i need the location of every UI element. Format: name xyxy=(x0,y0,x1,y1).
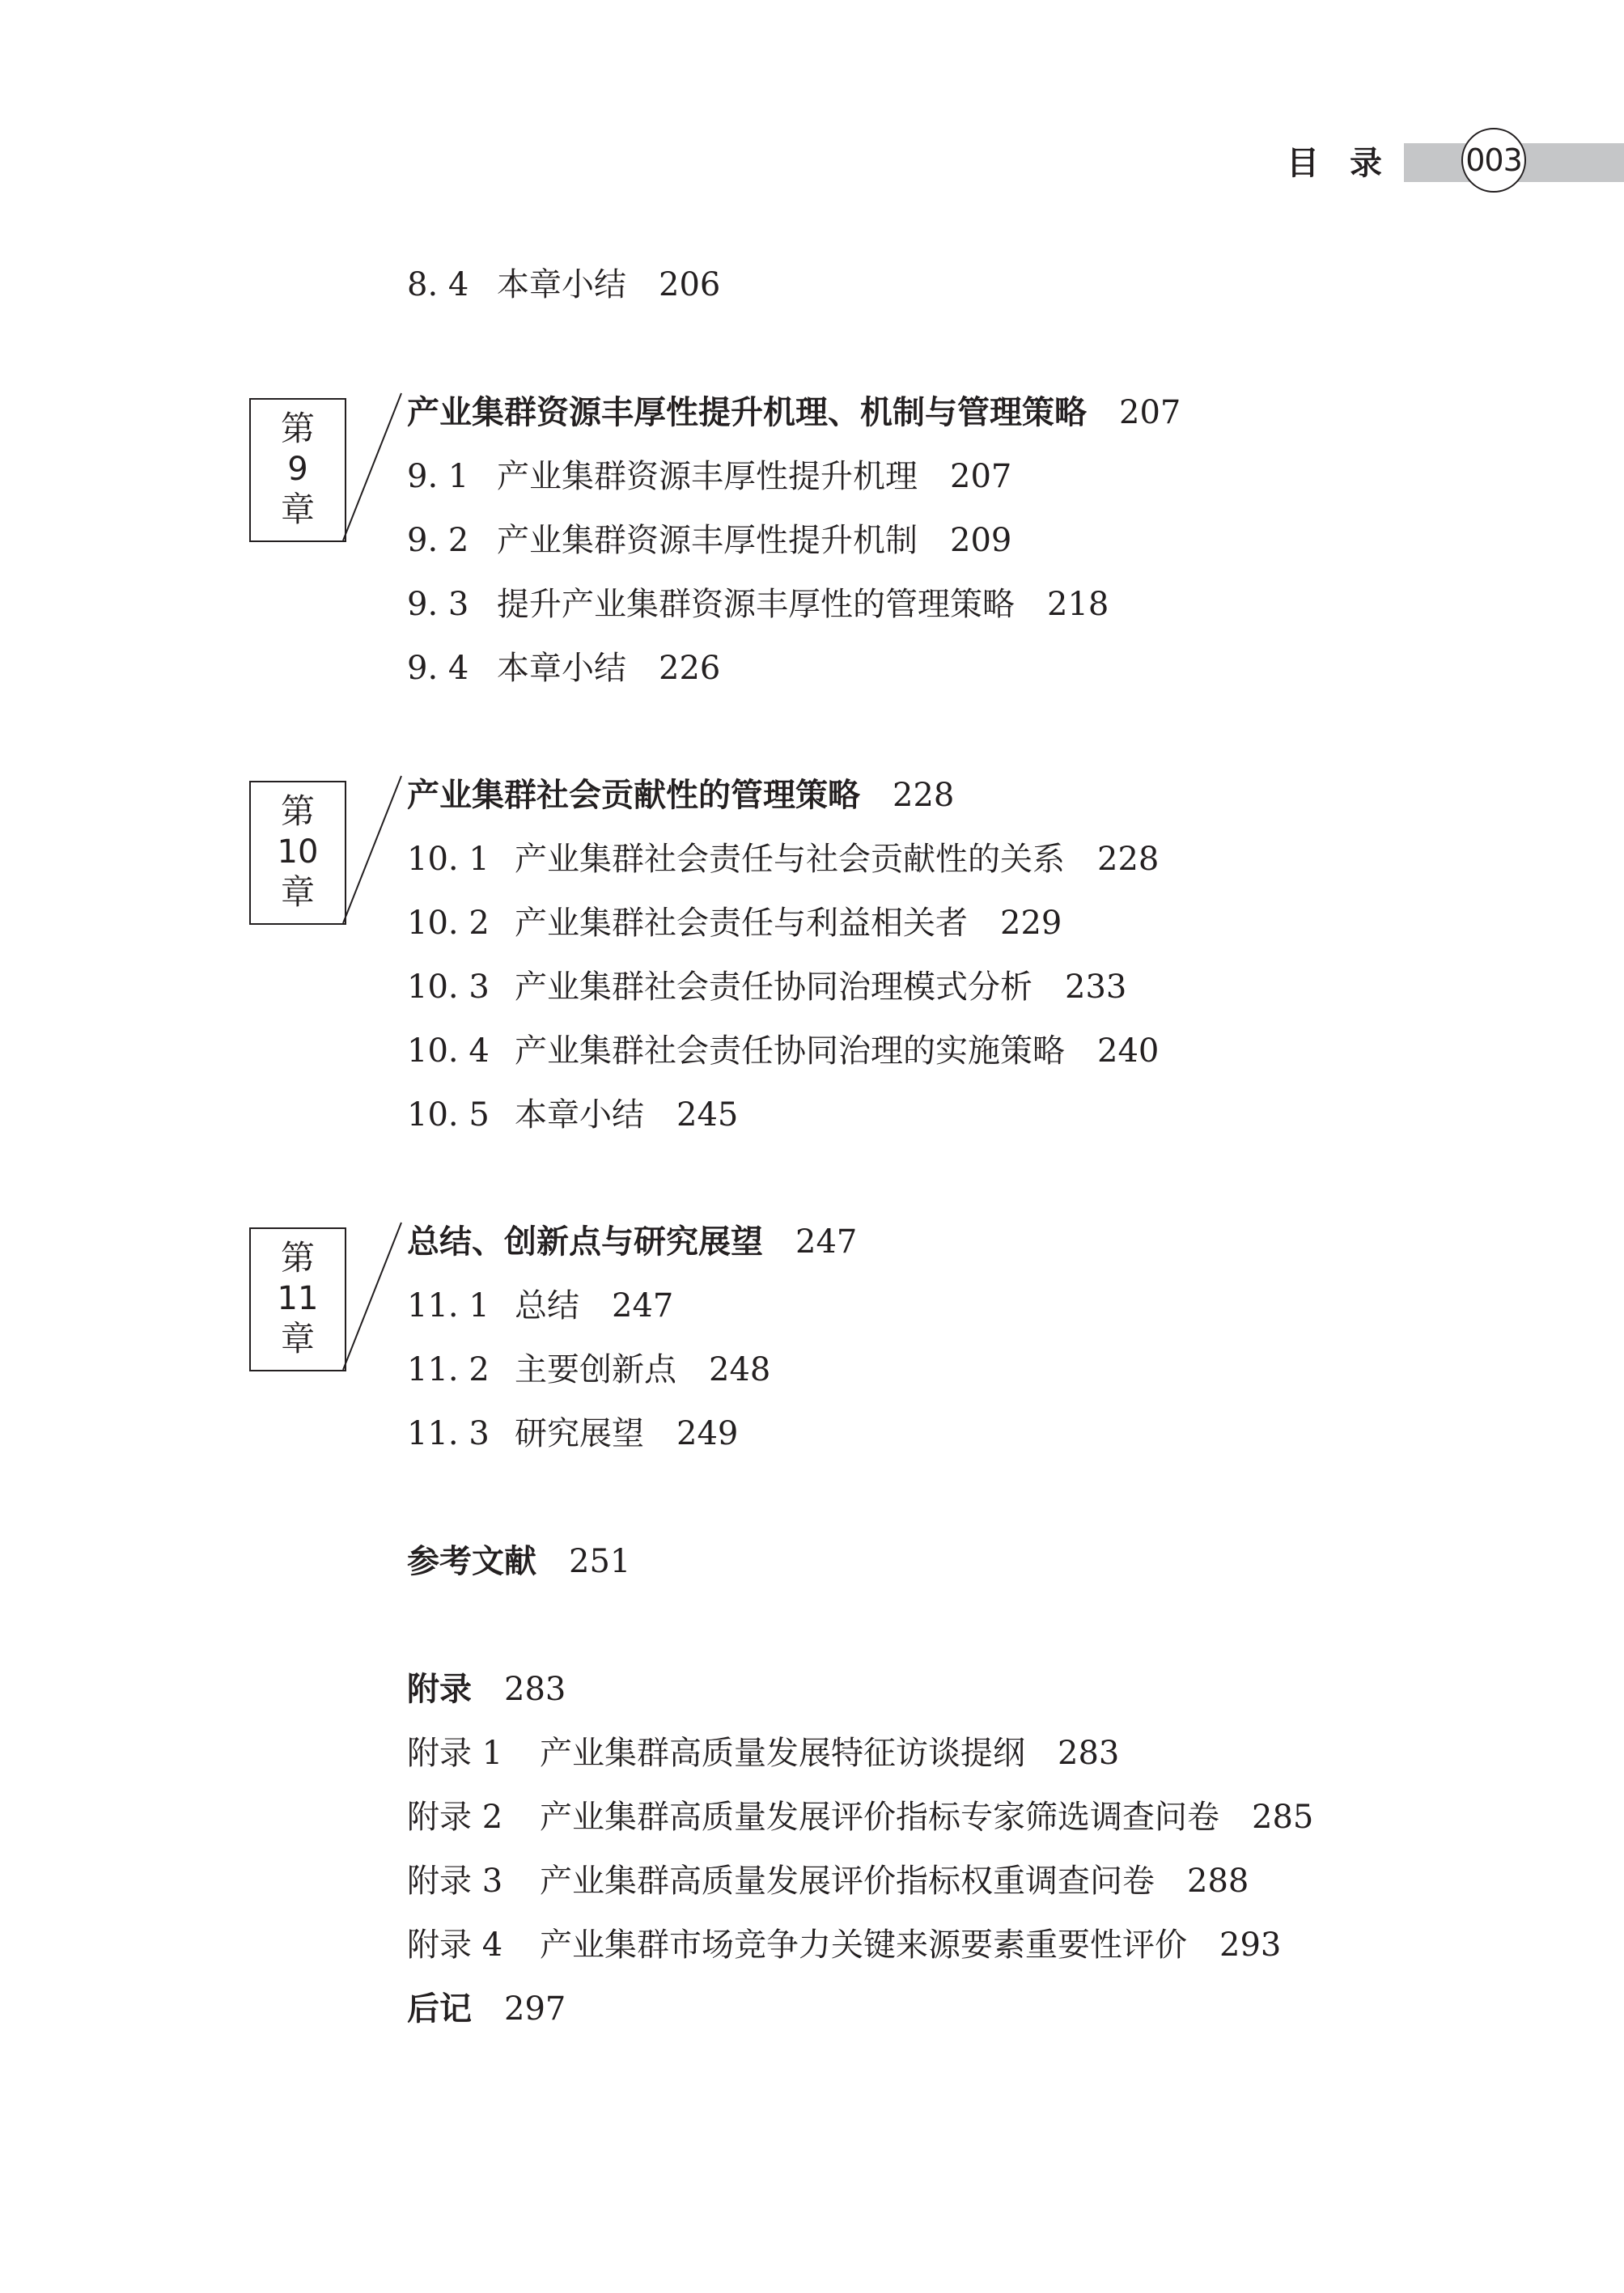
appendix-item-title: 产业集群市场竞争力关键来源要素重要性评价 xyxy=(540,1926,1187,1964)
appendix-number: 附录 2 xyxy=(407,1799,503,1836)
header-title-char: 目 xyxy=(1287,145,1322,182)
appendix-item-title: 产业集群高质量发展评价指标专家筛选调查问卷 xyxy=(540,1799,1219,1836)
page-ref: 218 xyxy=(1047,586,1109,623)
section-number: 9. 1 xyxy=(407,458,469,495)
page-ref: 245 xyxy=(676,1096,739,1134)
chapter-box-number: 9 xyxy=(287,451,308,488)
toc-entry[interactable] xyxy=(407,840,1159,879)
chapter-box-11 xyxy=(249,1227,346,1371)
toc-entry[interactable] xyxy=(407,457,1011,496)
toc-entry[interactable] xyxy=(407,521,1011,560)
chapter-slash xyxy=(340,774,405,928)
chapter-box-text: 第 xyxy=(280,409,315,448)
section-number: 9. 4 xyxy=(407,650,469,687)
section-title: 主要创新点 xyxy=(515,1351,676,1388)
appendix-item[interactable] xyxy=(407,1734,1119,1773)
section-number: 11. 3 xyxy=(407,1415,490,1452)
toc-entry[interactable] xyxy=(407,649,720,688)
page-ref: 240 xyxy=(1097,1032,1160,1070)
page-ref: 249 xyxy=(676,1415,739,1452)
section-title: 产业集群社会责任与社会贡献性的关系 xyxy=(515,841,1065,878)
page-number: 003 xyxy=(1461,128,1526,193)
page-ref: 207 xyxy=(1119,394,1181,431)
appendix-number: 附录 4 xyxy=(407,1926,503,1964)
references-title: 参考文献 xyxy=(407,1543,536,1580)
header-title xyxy=(1287,138,1385,184)
section-title: 本章小结 xyxy=(515,1096,644,1134)
afterword-title: 后记 xyxy=(407,1990,472,2028)
page-ref: 209 xyxy=(950,522,1012,559)
chapter-box-text: 章 xyxy=(280,490,315,529)
section-number: 10. 1 xyxy=(407,841,490,878)
appendix-title: 附录 xyxy=(407,1671,472,1708)
page-ref: 293 xyxy=(1219,1926,1282,1964)
section-number: 9. 3 xyxy=(407,586,469,623)
section-title: 总结 xyxy=(515,1287,579,1325)
appendix-number: 附录 1 xyxy=(407,1735,503,1772)
section-number: 10. 3 xyxy=(407,968,490,1006)
chapter-box-text: 第 xyxy=(280,1238,315,1278)
page-ref: 206 xyxy=(659,266,721,303)
header-title-char: 录 xyxy=(1350,145,1385,182)
page-ref: 285 xyxy=(1252,1799,1314,1836)
page-ref: 247 xyxy=(612,1287,674,1325)
appendix-item-title: 产业集群高质量发展特征访谈提纲 xyxy=(540,1735,1025,1772)
toc-entry[interactable] xyxy=(407,904,1062,943)
appendix-entry[interactable] xyxy=(407,1670,566,1709)
appendix-item[interactable] xyxy=(407,1798,1313,1837)
page-ref: 207 xyxy=(950,458,1012,495)
page-ref: 283 xyxy=(1058,1735,1120,1772)
page-ref: 226 xyxy=(659,650,721,687)
chapter-title: 产业集群资源丰厚性提升机理、机制与管理策略 xyxy=(407,394,1087,431)
chapter-title: 总结、创新点与研究展望 xyxy=(407,1223,763,1261)
chapter-box-text: 第 xyxy=(280,791,315,831)
section-number: 8. 4 xyxy=(407,266,469,303)
chapter-box-text: 章 xyxy=(280,1319,315,1358)
chapter-slash xyxy=(340,1221,405,1375)
chapter-title-9[interactable] xyxy=(407,393,1181,432)
page-ref: 229 xyxy=(1000,905,1062,942)
page-ref: 228 xyxy=(893,777,955,814)
chapter-slash xyxy=(340,392,405,545)
page-ref: 283 xyxy=(504,1671,566,1708)
toc-entry[interactable] xyxy=(407,1286,673,1325)
section-number: 10. 4 xyxy=(407,1032,490,1070)
page-ref: 251 xyxy=(569,1543,631,1580)
chapter-title-11[interactable] xyxy=(407,1223,857,1261)
chapter-box-10 xyxy=(249,781,346,925)
section-number: 10. 2 xyxy=(407,905,490,942)
section-title: 产业集群社会责任协同治理模式分析 xyxy=(515,968,1032,1006)
section-number: 9. 2 xyxy=(407,522,469,559)
toc-entry[interactable] xyxy=(407,1414,738,1453)
page-ref: 248 xyxy=(709,1351,771,1388)
toc-entry[interactable] xyxy=(407,968,1126,1007)
section-title: 产业集群资源丰厚性提升机制 xyxy=(497,522,918,559)
toc-entry[interactable] xyxy=(407,265,720,304)
section-title: 提升产业集群资源丰厚性的管理策略 xyxy=(497,586,1015,623)
page-ref: 247 xyxy=(795,1223,858,1261)
page-ref: 233 xyxy=(1065,968,1127,1006)
appendix-item-title: 产业集群高质量发展评价指标权重调查问卷 xyxy=(540,1863,1155,1900)
section-number: 11. 1 xyxy=(407,1287,490,1325)
afterword-entry[interactable] xyxy=(407,1990,566,2028)
chapter-title: 产业集群社会贡献性的管理策略 xyxy=(407,777,860,814)
section-title: 研究展望 xyxy=(515,1415,644,1452)
toc-entry[interactable] xyxy=(407,1032,1159,1070)
page-ref: 297 xyxy=(504,1990,566,2028)
chapter-title-10[interactable] xyxy=(407,776,954,815)
toc-entry[interactable] xyxy=(407,1350,770,1389)
references-entry[interactable] xyxy=(407,1542,630,1581)
toc-entry[interactable] xyxy=(407,1096,738,1134)
section-number: 10. 5 xyxy=(407,1096,490,1134)
appendix-number: 附录 3 xyxy=(407,1863,503,1900)
chapter-box-number: 11 xyxy=(277,1280,319,1317)
page-ref: 228 xyxy=(1097,841,1160,878)
page-header xyxy=(0,129,1624,210)
section-number: 11. 2 xyxy=(407,1351,490,1388)
appendix-item[interactable] xyxy=(407,1862,1249,1901)
toc-entry[interactable] xyxy=(407,585,1109,624)
chapter-box-text: 章 xyxy=(280,872,315,912)
section-title: 本章小结 xyxy=(497,650,626,687)
section-title: 本章小结 xyxy=(497,266,626,303)
section-title: 产业集群社会责任与利益相关者 xyxy=(515,905,968,942)
chapter-box-number: 10 xyxy=(277,833,319,871)
chapter-box-9 xyxy=(249,398,346,542)
page-ref: 288 xyxy=(1187,1863,1249,1900)
section-title: 产业集群社会责任协同治理的实施策略 xyxy=(515,1032,1065,1070)
section-title: 产业集群资源丰厚性提升机理 xyxy=(497,458,918,495)
appendix-item[interactable] xyxy=(407,1926,1281,1965)
